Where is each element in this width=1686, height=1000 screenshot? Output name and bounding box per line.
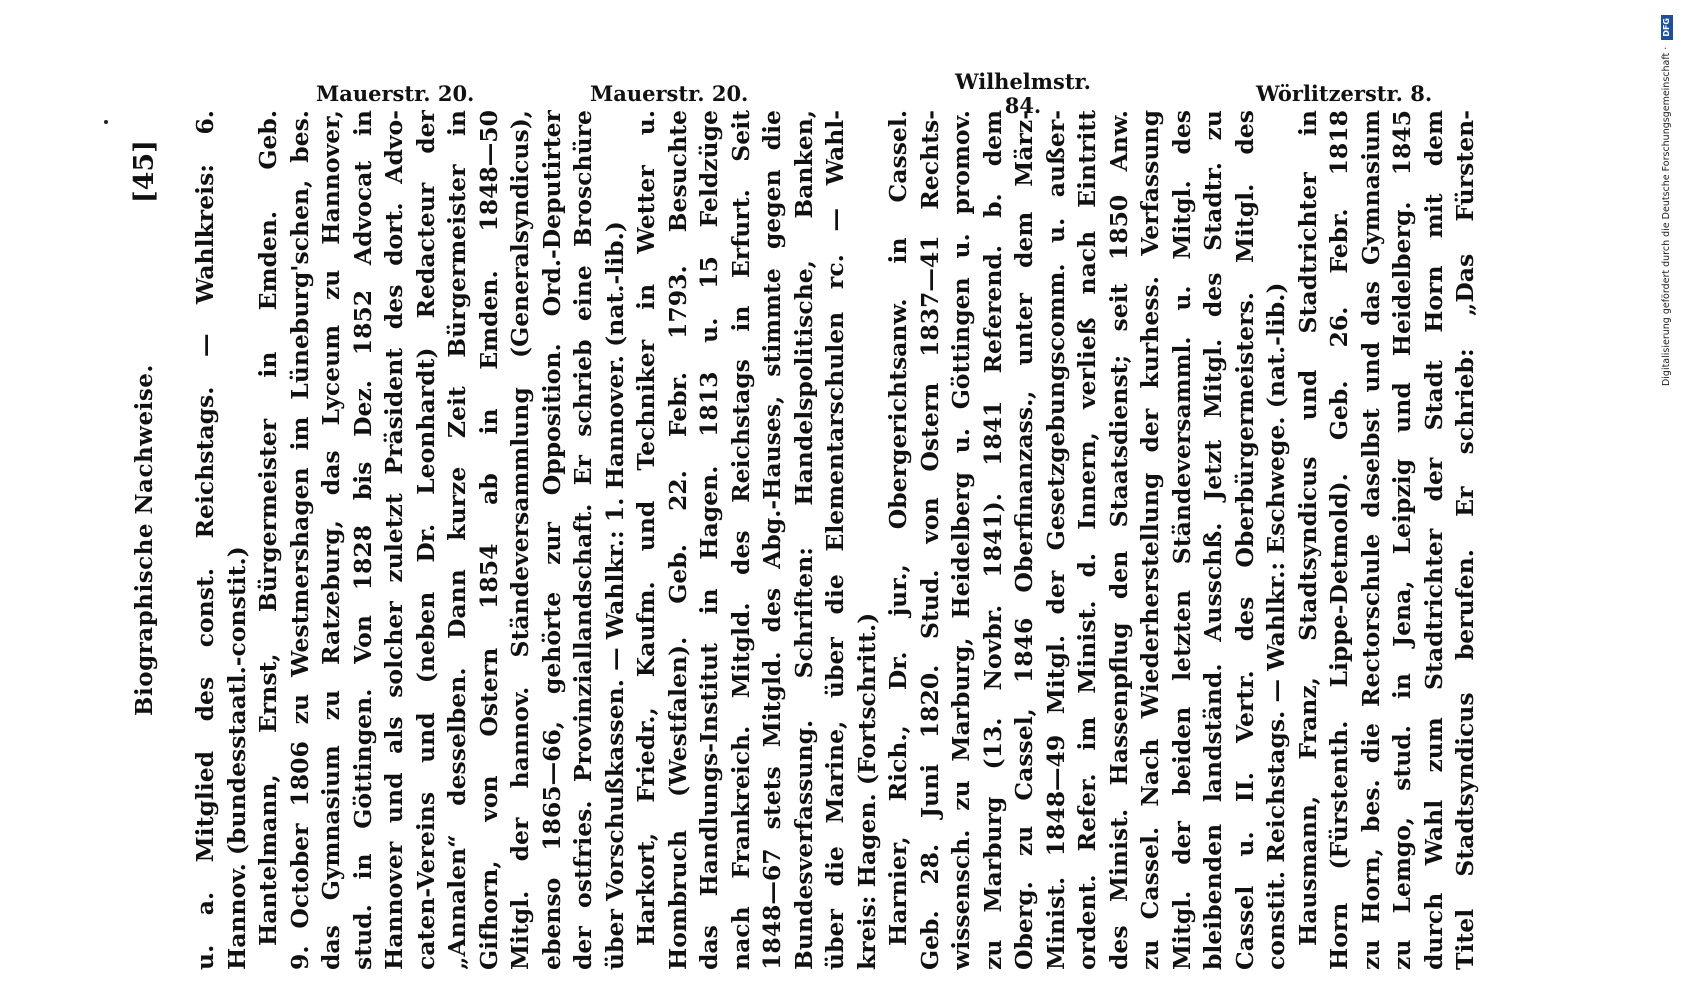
text-line: ordent. Refer. im Minist. d. Innern, verließ nach Eintritt	[1073, 110, 1101, 970]
text-line: 1848—67 stets Mitgld. des Abg.-Hauses, stimmte gegen die	[758, 110, 786, 970]
dfg-logo: DFG	[1661, 15, 1673, 40]
text-line: caten-Vereins und (neben Dr. Leonhardt) Redacteur der	[411, 110, 440, 970]
text-line: zu Marburg (13. Novbr. 1841). 1841 Referend. b. dem	[978, 110, 1007, 970]
text-line: Mitgl. der hannov. Ständeversammlung (Generalsyndicus),	[506, 110, 534, 970]
text-line: bleibenden landständ. Ausschß. Jetzt Mitgl. des Stadtr. zu	[1199, 110, 1227, 970]
text-line: kreis: Hagen. (Fortschritt.)	[852, 612, 881, 970]
page-number: [45]	[129, 140, 160, 204]
address-note-harnier	[955, 70, 1091, 118]
address-note-hausmann	[1256, 82, 1432, 106]
text-line: 9. October 1806 zu Westmershagen im Lüneburg'schen, bes.	[285, 110, 314, 970]
text-line: des Minist. Hassenpflug den Staatsdienst; seit 1850 Anw.	[1104, 110, 1133, 970]
text-line: Horn (Fürstenth. Lippe-Detmold). Geb. 26. Febr. 1818	[1325, 110, 1353, 970]
print-speck	[104, 120, 108, 124]
text-line: Minist. 1848—49 Mitgl. der Gesetzgebungscomm. u. außer-	[1041, 110, 1070, 970]
text-line: Gifhorn, von Ostern 1854 ab in Emden. 1848—50	[474, 110, 503, 970]
text-line: zu Cassel. Nach Wiederherstellung der kurhess. Verfassung	[1136, 110, 1164, 970]
text-line: constit. Reichstags. — Wahlkr.: Eschwege. (nat.-lib.)	[1262, 282, 1290, 970]
text-line: u. a. Mitglied des const. Reichstags. — Wahlkreis: 6.	[191, 110, 219, 970]
page-header-title: Biographische Nachweise.	[131, 364, 158, 716]
address-line: Wilhelmstr.	[955, 69, 1091, 94]
text-line: das Handlungs-Institut in Hagen. 1813 u. 15 Feldzüge	[695, 110, 723, 970]
address-line: Mauerstr. 20.	[316, 81, 475, 106]
text-line: Bundesverfassung. Schriften: Handelspolitische, Banken,	[789, 110, 818, 970]
text-line: Hannover und als solcher zuletzt Präsident des dort. Advo-	[380, 110, 408, 970]
body-text	[190, 110, 1482, 970]
text-line: stud. in Göttingen. Von 1828 bis Dez. 1852 Advocat in	[348, 110, 377, 970]
text-line: Hombruch (Westfalen). Geb. 22. Febr. 1793. Besuchte	[663, 110, 692, 970]
text-line: Titel Stadtsyndicus berufen. Er schrieb: „Das Fürsten-	[1451, 110, 1479, 970]
page-header	[130, 110, 170, 970]
entry-heading-line: Harnier, Rich., Dr. jur., Obergerichtsanw. in Cassel.	[884, 110, 912, 946]
address-line: 84.	[1004, 93, 1042, 118]
text-line: nach Frankreich. Mitgld. des Reichstags in Erfurt. Seit	[726, 110, 755, 970]
text-line: das Gymnasium zu Ratzeburg, das Lyceum zu Hannover,	[317, 110, 345, 970]
text-line: zu Horn, bes. die Rectorschule daselbst und das Gymnasium	[1356, 110, 1385, 970]
text-line: wissensch. zu Marburg, Heidelberg u. Göttingen u. promov.	[947, 110, 975, 970]
digitization-credit	[1660, 15, 1674, 995]
text-line: ebenso 1865—66, gehörte zur Opposition. Ord.-Deputirter	[537, 110, 566, 970]
entry-heading-line: Hantelmann, Ernst, Bürgermeister in Emden. Geb.	[254, 110, 282, 946]
text-line: Oberg. zu Cassel, 1846 Oberfinanzass., unter dem März-	[1010, 110, 1038, 970]
text-line: Geb. 28. Juni 1820. Stud. von Ostern 1837—41 Rechts-	[915, 110, 944, 970]
entry-heading-line: Harkort, Friedr., Kaufm. und Techniker in Wetter u.	[632, 110, 660, 946]
entry-heading-line: Hausmann, Franz, Stadtsyndicus und Stadtrichter in	[1293, 110, 1322, 946]
address-line: Mauerstr. 20.	[590, 81, 749, 106]
text-line: über die Marine, über die Elementarschulen rc. — Wahl-	[821, 110, 849, 970]
text-line: Mitgl. der beiden letzten Ständeversamml. u. Mitgl. des	[1167, 110, 1196, 970]
text-line: zu Lemgo, stud. in Jena, Leipzig und Heidelberg. 1845	[1388, 110, 1416, 970]
address-line: Wörlitzerstr. 8.	[1256, 81, 1433, 106]
text-line: durch Wahl zum Stadtrichter der Stadt Horn mit dem	[1419, 110, 1448, 970]
address-note-hantelmann	[316, 82, 474, 106]
text-line: der ostfries. Provinziallandschaft. Er schrieb eine Broschüre	[569, 110, 597, 970]
text-line: „Annalen“ desselben. Dann kurze Zeit Bürgermeister in	[443, 110, 471, 970]
text-line: Cassel u. II. Vertr. des Oberbürgermeisters. Mitgl. des	[1230, 110, 1259, 970]
rotated-page-content	[130, 110, 1550, 970]
credit-text: Digitalisierung gefördert durch die Deutsche Forschungsgemeinschaft ·	[1661, 46, 1672, 387]
address-note-harkort	[590, 82, 748, 106]
text-line: Hannov. (bundesstaatl.-constit.)	[222, 546, 251, 970]
text-line: über Vorschußkassen. — Wahlkr.: 1. Hannover. (nat.-lib.)	[600, 221, 629, 970]
